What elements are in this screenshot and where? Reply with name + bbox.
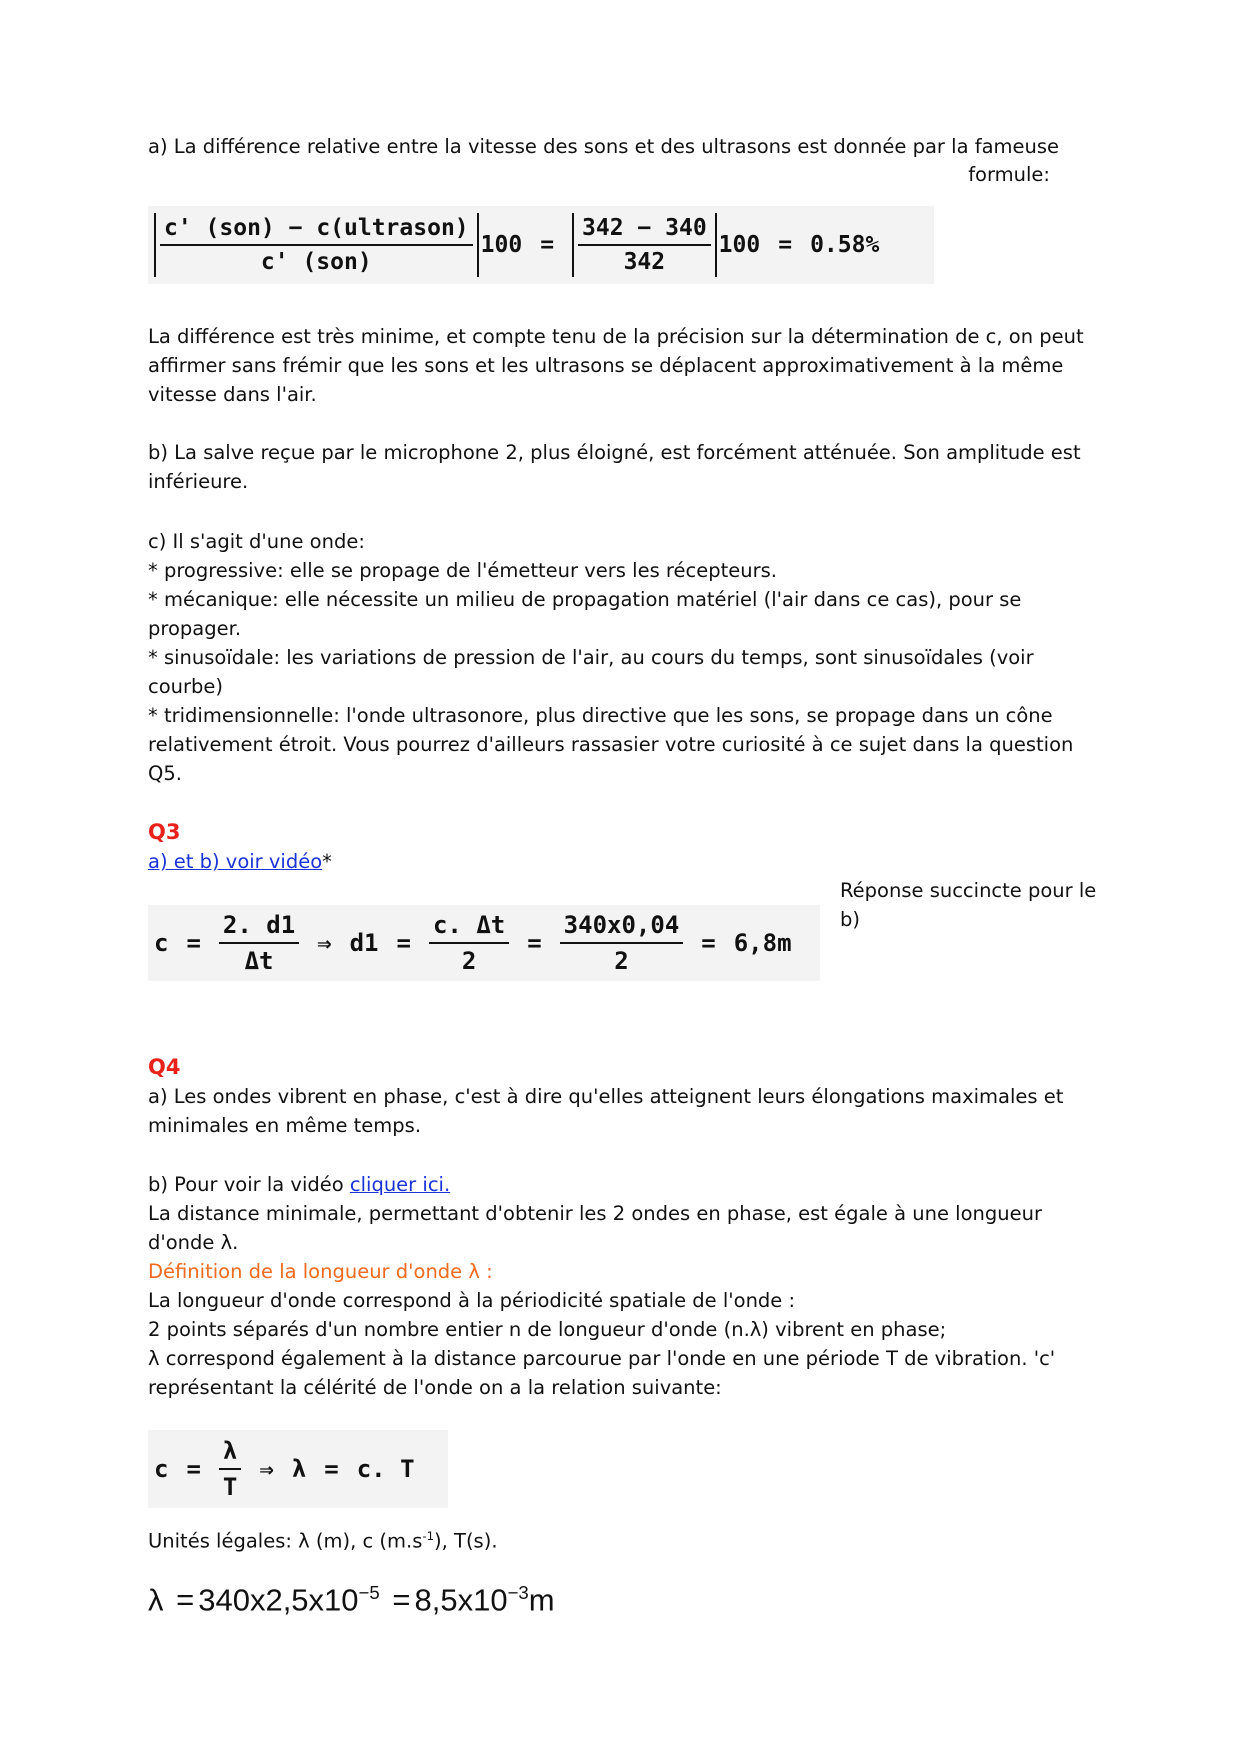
units-line [148,1522,1088,1556]
equation-relative-difference [148,206,934,284]
implies-arrow-q3: ⇒ [317,929,332,957]
q3-variable-d1: d1 [349,929,379,957]
abs-value-1 [154,213,479,277]
definition-line-1: La longueur d'onde correspond à la périodicité spatiale de l'onde : [148,1289,796,1312]
fraction-2 [578,215,711,275]
q3-fraction-3-denominator: 2 [614,947,629,975]
definition-line-3: λ correspond également à la distance parcourue par l'onde en une période T de vibration. 'c' représentant la célérité de l'onde on a la relation suivante: [148,1347,1056,1399]
q3-fraction-2 [429,911,509,975]
fraction-2-denominator: 342 [623,249,666,275]
q4-fraction-numerator: λ [219,1437,241,1470]
units-prefix: Unités légales: λ (m), c (m.s [148,1529,423,1553]
heading-q4: Q4 [148,1055,181,1079]
equals-sign-1: = [540,232,555,258]
list-item-mecanique: * mécanique: elle nécessite un milieu de propagation matériel (l'air dans ce cas), pour se propager. [148,588,1022,640]
q3-fraction-2-denominator: 2 [461,947,477,975]
part-a-line1: a) La différence relative entre la vitesse des sons et des ultrasons est donnée par la fameuse [148,135,1060,158]
part-a-line2: formule: [968,163,1050,186]
q3-fraction-2-numerator: c. Δt [429,911,509,944]
equation-q3 [148,905,820,981]
q4-distance: La distance minimale, permettant d'obtenir les 2 ondes en phase, est égale à une longueur d'onde λ. [148,1202,1042,1254]
q4-variable-lambda: λ [291,1455,307,1483]
q3-equals-2: = [396,929,411,957]
paragraph-c-intro: c) Il s'agit d'une onde: [148,530,365,553]
q4-part-b [148,1170,1088,1199]
q3-equals-1: = [186,929,201,957]
final-exponent-b: −3 [507,1582,529,1603]
definition-title: Définition de la longueur d'onde λ : [148,1260,493,1283]
paragraph-b: b) La salve reçue par le microphone 2, plus éloigné, est forcément atténuée. Son amplitude est inférieure. [148,441,1081,493]
q4-equals-2: = [324,1455,339,1483]
units-exponent: -1 [422,1529,435,1543]
abs-value-2 [572,213,717,277]
q3-lhs: c [154,929,169,957]
q4-part-b-text: b) Pour voir la vidéo [148,1173,350,1196]
q3-fraction-1-denominator: Δt [244,947,274,975]
factor-100-1: 100 [480,232,523,258]
q3-fraction-3-numerator: 340x0,04 [560,911,684,944]
list-item-progressive: * progressive: elle se propage de l'émetteur vers les récepteurs. [148,559,777,582]
q4-part-a: a) Les ondes vibrent en phase, c'est à dire qu'elles atteignent leurs élongations maximales et minimales en même temps. [148,1085,1064,1137]
equals-sign-2: = [778,232,793,258]
final-value-a: 340x2,5x10 [198,1582,359,1618]
q4-fraction [219,1437,241,1501]
q3-link-line [148,847,332,876]
q3-equals-3: = [527,929,542,957]
video-link-q4[interactable]: cliquer ici. [349,1173,451,1196]
paragraph-difference: La différence est très minime, et compte tenu de la précision sur la détermination de c, on peut affirmer sans frémir que les sons et les ultrasons se déplacent approximativement à la même vitesse dans l'air. [148,325,1084,406]
q3-note: Réponse succincte pour le b) [840,879,1097,931]
equation-wavelength [148,1430,448,1508]
q3-fraction-3 [560,911,684,975]
q3-result: 6,8m [733,929,792,957]
final-equals-2: = [392,1582,411,1618]
final-exponent-a: −5 [358,1582,380,1603]
final-equals-1: = [176,1582,195,1618]
definition-line-2: 2 points séparés d'un nombre entier n de longueur d'onde (n.λ) vibrent en phase; [148,1318,947,1341]
units-suffix: ), T(s). [434,1529,498,1553]
q3-fraction-1 [219,911,299,975]
final-lambda: λ [148,1582,164,1618]
q3-equals-4: = [701,929,716,957]
fraction-2-numerator: 342 − 340 [578,215,711,246]
q4-fraction-denominator: T [222,1473,238,1501]
fraction-1 [160,215,473,275]
q4-lhs: c [154,1455,169,1483]
factor-100-2: 100 [718,232,761,258]
q3-fraction-1-numerator: 2. d1 [219,911,299,944]
video-link-q3[interactable]: a) et b) voir vidéo [148,850,323,873]
result-percent: 0.58% [810,232,880,258]
asterisk: * [322,850,332,873]
list-item-sinusoidale: * sinusoïdale: les variations de pression de l'air, au cours du temps, sont sinusoïdales (voir courbe) [148,646,1034,698]
q4-equals-1: = [186,1455,201,1483]
final-computation [148,1582,555,1618]
final-value-b: 8,5x10 [414,1582,508,1618]
final-unit: m [528,1582,555,1618]
fraction-1-numerator: c' (son) − c(ultrason) [160,215,473,246]
list-item-tridimensionnelle: * tridimensionnelle: l'onde ultrasonore, plus directive que les sons, se propage dans un cône relativement étroit. Vous pourrez d'ailleurs rassasier votre curiosité à ce sujet dans la question Q5. [148,704,1074,785]
fraction-1-denominator: c' (son) [260,249,372,275]
q4-rhs: c. T [356,1455,415,1483]
heading-q3: Q3 [148,820,181,844]
implies-arrow-q4: ⇒ [259,1455,274,1483]
